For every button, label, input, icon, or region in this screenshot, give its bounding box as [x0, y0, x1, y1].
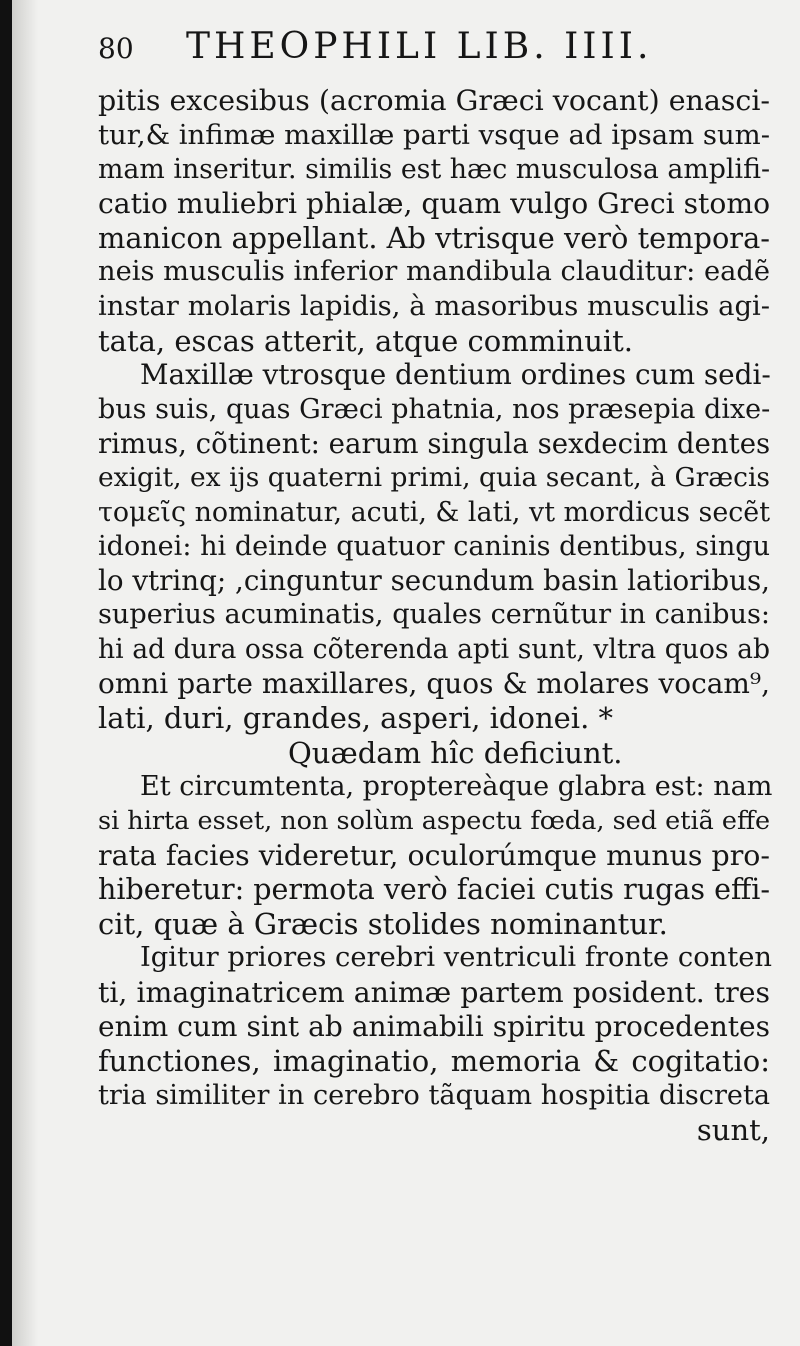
text-line: hiberetur: permota verò faciei cutis rugas effi- — [98, 872, 770, 906]
text-line: rata facies videretur, oculorúmque munus pro- — [98, 838, 770, 872]
paragraph-start-line: Maxillæ vtrosque dentium ordines cum sedi- — [140, 358, 771, 392]
text-line: hi ad dura ossa cõterenda apti sunt, vltra quos ab — [98, 633, 770, 665]
text-line: ti, imaginatricem animæ partem posident. tres — [98, 975, 770, 1009]
lacuna-note: Quædam hîc deficiunt. — [288, 735, 623, 770]
text-line: idonei: hi deinde quatuor caninis dentibus, singu — [98, 530, 770, 562]
book-page — [12, 0, 800, 1346]
text-line: omni parte maxillares, quos & molares vocam⁹, — [98, 667, 770, 701]
text-line: superius acuminatis, quales cernũtur in canibus: — [98, 599, 770, 631]
text-line: enim cum sint ab animabili spiritu procedentes — [98, 1010, 770, 1044]
text-line: rimus, cõtinent: earum singula sexdecim dentes — [98, 426, 771, 460]
text-line: lo vtrinq; ,cinguntur secundum basin latioribus, — [98, 564, 770, 598]
text-line: τομεῖς nominatur, acuti, & lati, vt mordicus secẽt — [98, 496, 770, 528]
paragraph-start-line: Igitur priores cerebri ventriculi fronte conten — [140, 942, 773, 974]
page-header — [98, 26, 770, 84]
text-line: tria similiter in cerebro tãquam hospitia discreta — [98, 1079, 770, 1111]
text-line: catio muliebri phialæ, quam vulgo Greci stomo — [98, 186, 771, 220]
paragraph-start-line: Et circumtenta, proptereàque glabra est: nam — [140, 770, 773, 802]
text-line: manicon appellant. Ab vtrisque verò tempora- — [98, 221, 770, 256]
text-line: functiones, imaginatio, memoria & cogitatio: — [98, 1044, 770, 1079]
text-line: tur,& infimæ maxillæ parti vsque ad ipsam sum- — [98, 119, 770, 152]
page-text — [98, 26, 773, 1147]
text-line: mam inseritur. similis est hæc musculosa amplifi- — [98, 153, 770, 185]
text-line: neis musculis inferior mandibula clauditur: eadẽ — [98, 256, 771, 288]
text-line: si hirta esset, non solùm aspectu fœda, sed etiã effe — [98, 806, 771, 837]
page-number: 80 — [98, 32, 134, 65]
text-line: tata, escas atterit, atque comminuit. — [98, 324, 634, 359]
text-line: lati, duri, grandes, asperi, idonei. * — [98, 701, 614, 736]
catchword: sunt, — [696, 1112, 770, 1147]
text-line: instar molaris lapidis, à masoribus musculis agi- — [98, 290, 770, 322]
text-line: bus suis, quas Græci phatnia, nos præsepia dixe- — [98, 393, 771, 425]
running-title: THEOPHILI LIB. IIII. — [186, 26, 653, 67]
text-line: exigit, ex ijs quaterni primi, quia secant, à Græcis — [98, 462, 770, 494]
text-line: pitis excesibus (acromia Græci vocant) enasci- — [98, 84, 771, 117]
text-line: cit, quæ à Græcis stolides nominantur. — [98, 907, 668, 942]
